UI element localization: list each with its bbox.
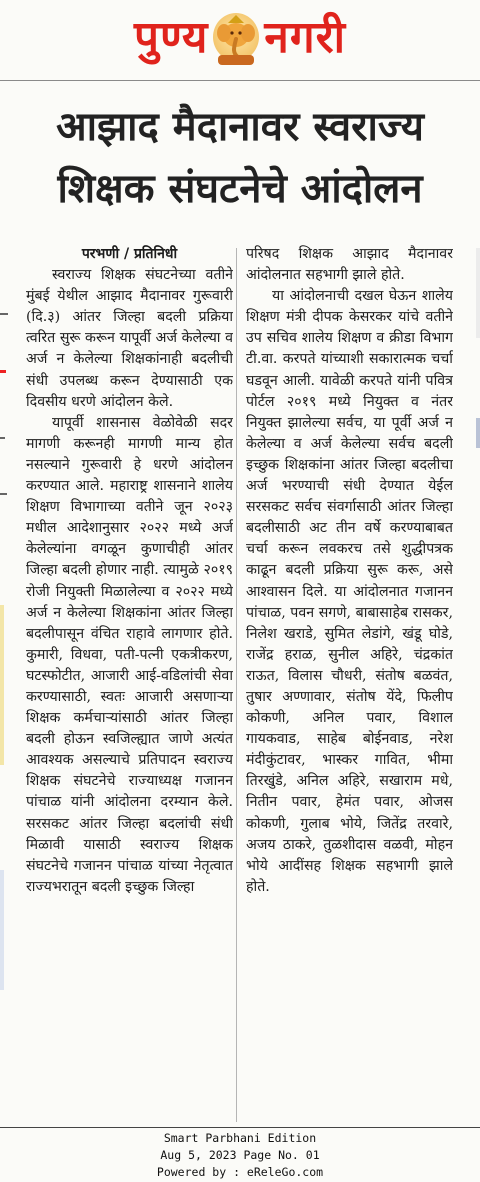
- powered-by-link[interactable]: Powered by : eReleGo.com: [156, 1165, 324, 1179]
- article-column-right: [246, 244, 453, 1119]
- brand-name-right: नगरी: [264, 12, 346, 63]
- ganesha-icon: [210, 11, 262, 69]
- paragraph: या आंदोलनाची दखल घेऊन शालेय शिक्षण मंत्री दीपक केसरकर यांचे वतीने उप सचिव शालेय शिक्षण व क्रीडा विभाग टी.वा. करपते यांच्याशी सकारात्मक चर्चा घडवून आली. यावेळी करपते यांनी पवित्र पोर्टल २०१९ मध्ये नियुक्त व नंतर नियुक्त झालेल्या सर्वच, या पूर्वी अर्ज न केलेल्या व अर्ज केलेल्या सर्वच बदली इच्छुक शिक्षकांना आंतर जिल्हा बदलीचा अर्ज भरण्याची संधी देण्यात येईल सरसकट सर्वच संवर्गासाठी आंतर जिल्हा बदलीसाठी अट तीन वर्षे करण्याबाबत चर्चा करून लवकरच तसे शुद्धीपत्रक काढून बदली प्रक्रिया सुरू करू, असे आश्वासन दिले. या आंदोलनात गजानन पांचाळ, पवन सगणे, बाबासाहेब रासकर, निलेश खराडे, सुमित लेडांगे, खंडू घोडे, राजेंद्र हराळ, सुनील अहिरे, चंद्रकांत राऊत, विलास चौधरी, संतोष बळवंत, तुषार अण्णावार, संतोष येंदे, फिलीप कोकणी, अनिल पवार, विशाल गायकवाड, साहेब बोईनवाड, नरेश मंदीकुंटावर, भास्कर गावित, भीमा तिरखुंडे, अनिल अहिरे, सखाराम मधे, नितीन पवार, हेमंत पवार, ओजस कोकणी, गुलाब भोये, जितेंद्र तरवारे, अजय ठाकरे, तुळशीदास वळवी, मोहन भोये आदींसह शिक्षक सहभागी झाले होते.: [246, 288, 453, 895]
- article-column-left: [26, 244, 233, 1119]
- newspaper-logo[interactable]: [0, 6, 480, 70]
- column-divider: [236, 248, 237, 1122]
- headline-line-2: शिक्षक संघटनेचे आंदोलन: [57, 166, 423, 212]
- paragraph: परिषद शिक्षक आझाद मैदानावर आंदोलनात सहभागी झाले होते.: [246, 246, 453, 284]
- paragraph: स्वराज्य शिक्षक संघटनेच्या वतीने मुंबई येथील आझाद मैदानावर गुरूवारी (दि.३) आंतर जिल्हा बदली प्रक्रिया त्वरित सुरू करून यापूर्वी अर्ज केलेल्या व अर्ज न केलेल्या शिक्षकांनाही बदलीची संधी उपलब्ध करून देण्यासाठी एक दिवसीय धरणे आंदोलन केले.: [26, 267, 233, 410]
- masthead: [0, 0, 480, 80]
- edition-date-page: Aug 5, 2023 Page No. 01: [160, 1148, 320, 1162]
- footer-divider: [0, 1127, 480, 1128]
- edition-footer: [0, 1130, 480, 1181]
- brand-name-left: पुण्य: [133, 12, 209, 63]
- edition-name: Smart Parbhani Edition: [163, 1131, 317, 1145]
- article-headline: [0, 96, 480, 220]
- byline: परभणी / प्रतिनिधी: [81, 246, 178, 262]
- headline-line-1: आझाद मैदानावर स्वराज्य: [56, 104, 424, 150]
- masthead-divider: [0, 80, 480, 81]
- paragraph: यापूर्वी शासनास वेळोवेळी सदर मागणी करूनही मागणी मान्य होत नसल्याने गुरूवारी हे धरणे आंदोलन करण्यात आले. महाराष्ट्र शासनाने शालेय शिक्षण विभागाच्या वतीने जून २०२३ मधील आदेशानुसार २०२२ मध्ये अर्ज केलेल्यांना वगळून कुणाचीही आंतर जिल्हा बदली होणार नाही. त्यामुळे २०१९ रोजी नियुक्ती मिळालेल्या व २०२२ मध्ये अर्ज न केलेल्या शिक्षकांना आंतर जिल्हा बदलीपासून वंचित राहावे लागणार होते. कुमारी, विधवा, पती-पत्नी एकत्रीकरण, घटस्फोटीत, आजारी आई-वडिलांची सेवा करण्यासाठी, स्वतः आजारी असणाऱ्या शिक्षक कर्मचाऱ्यांसाठी आंतर जिल्हा बदली होऊन स्वजिल्ह्यात जाणे अत्यंत आवश्यक असल्याचे प्रतिपादन स्वराज्य शिक्षक संघटनेचे राज्याध्यक्ष गजानन पांचाळ यांनी आंदोलना दरम्यान केले. सरसकट आंतर जिल्हा बदलांची संधी मिळावी यासाठी स्वराज्य शिक्षक संघटनेचे गजानन पांचाळ यांच्या नेतृत्वात राज्यभरातून बदली इच्छुक जिल्हा: [26, 414, 233, 895]
